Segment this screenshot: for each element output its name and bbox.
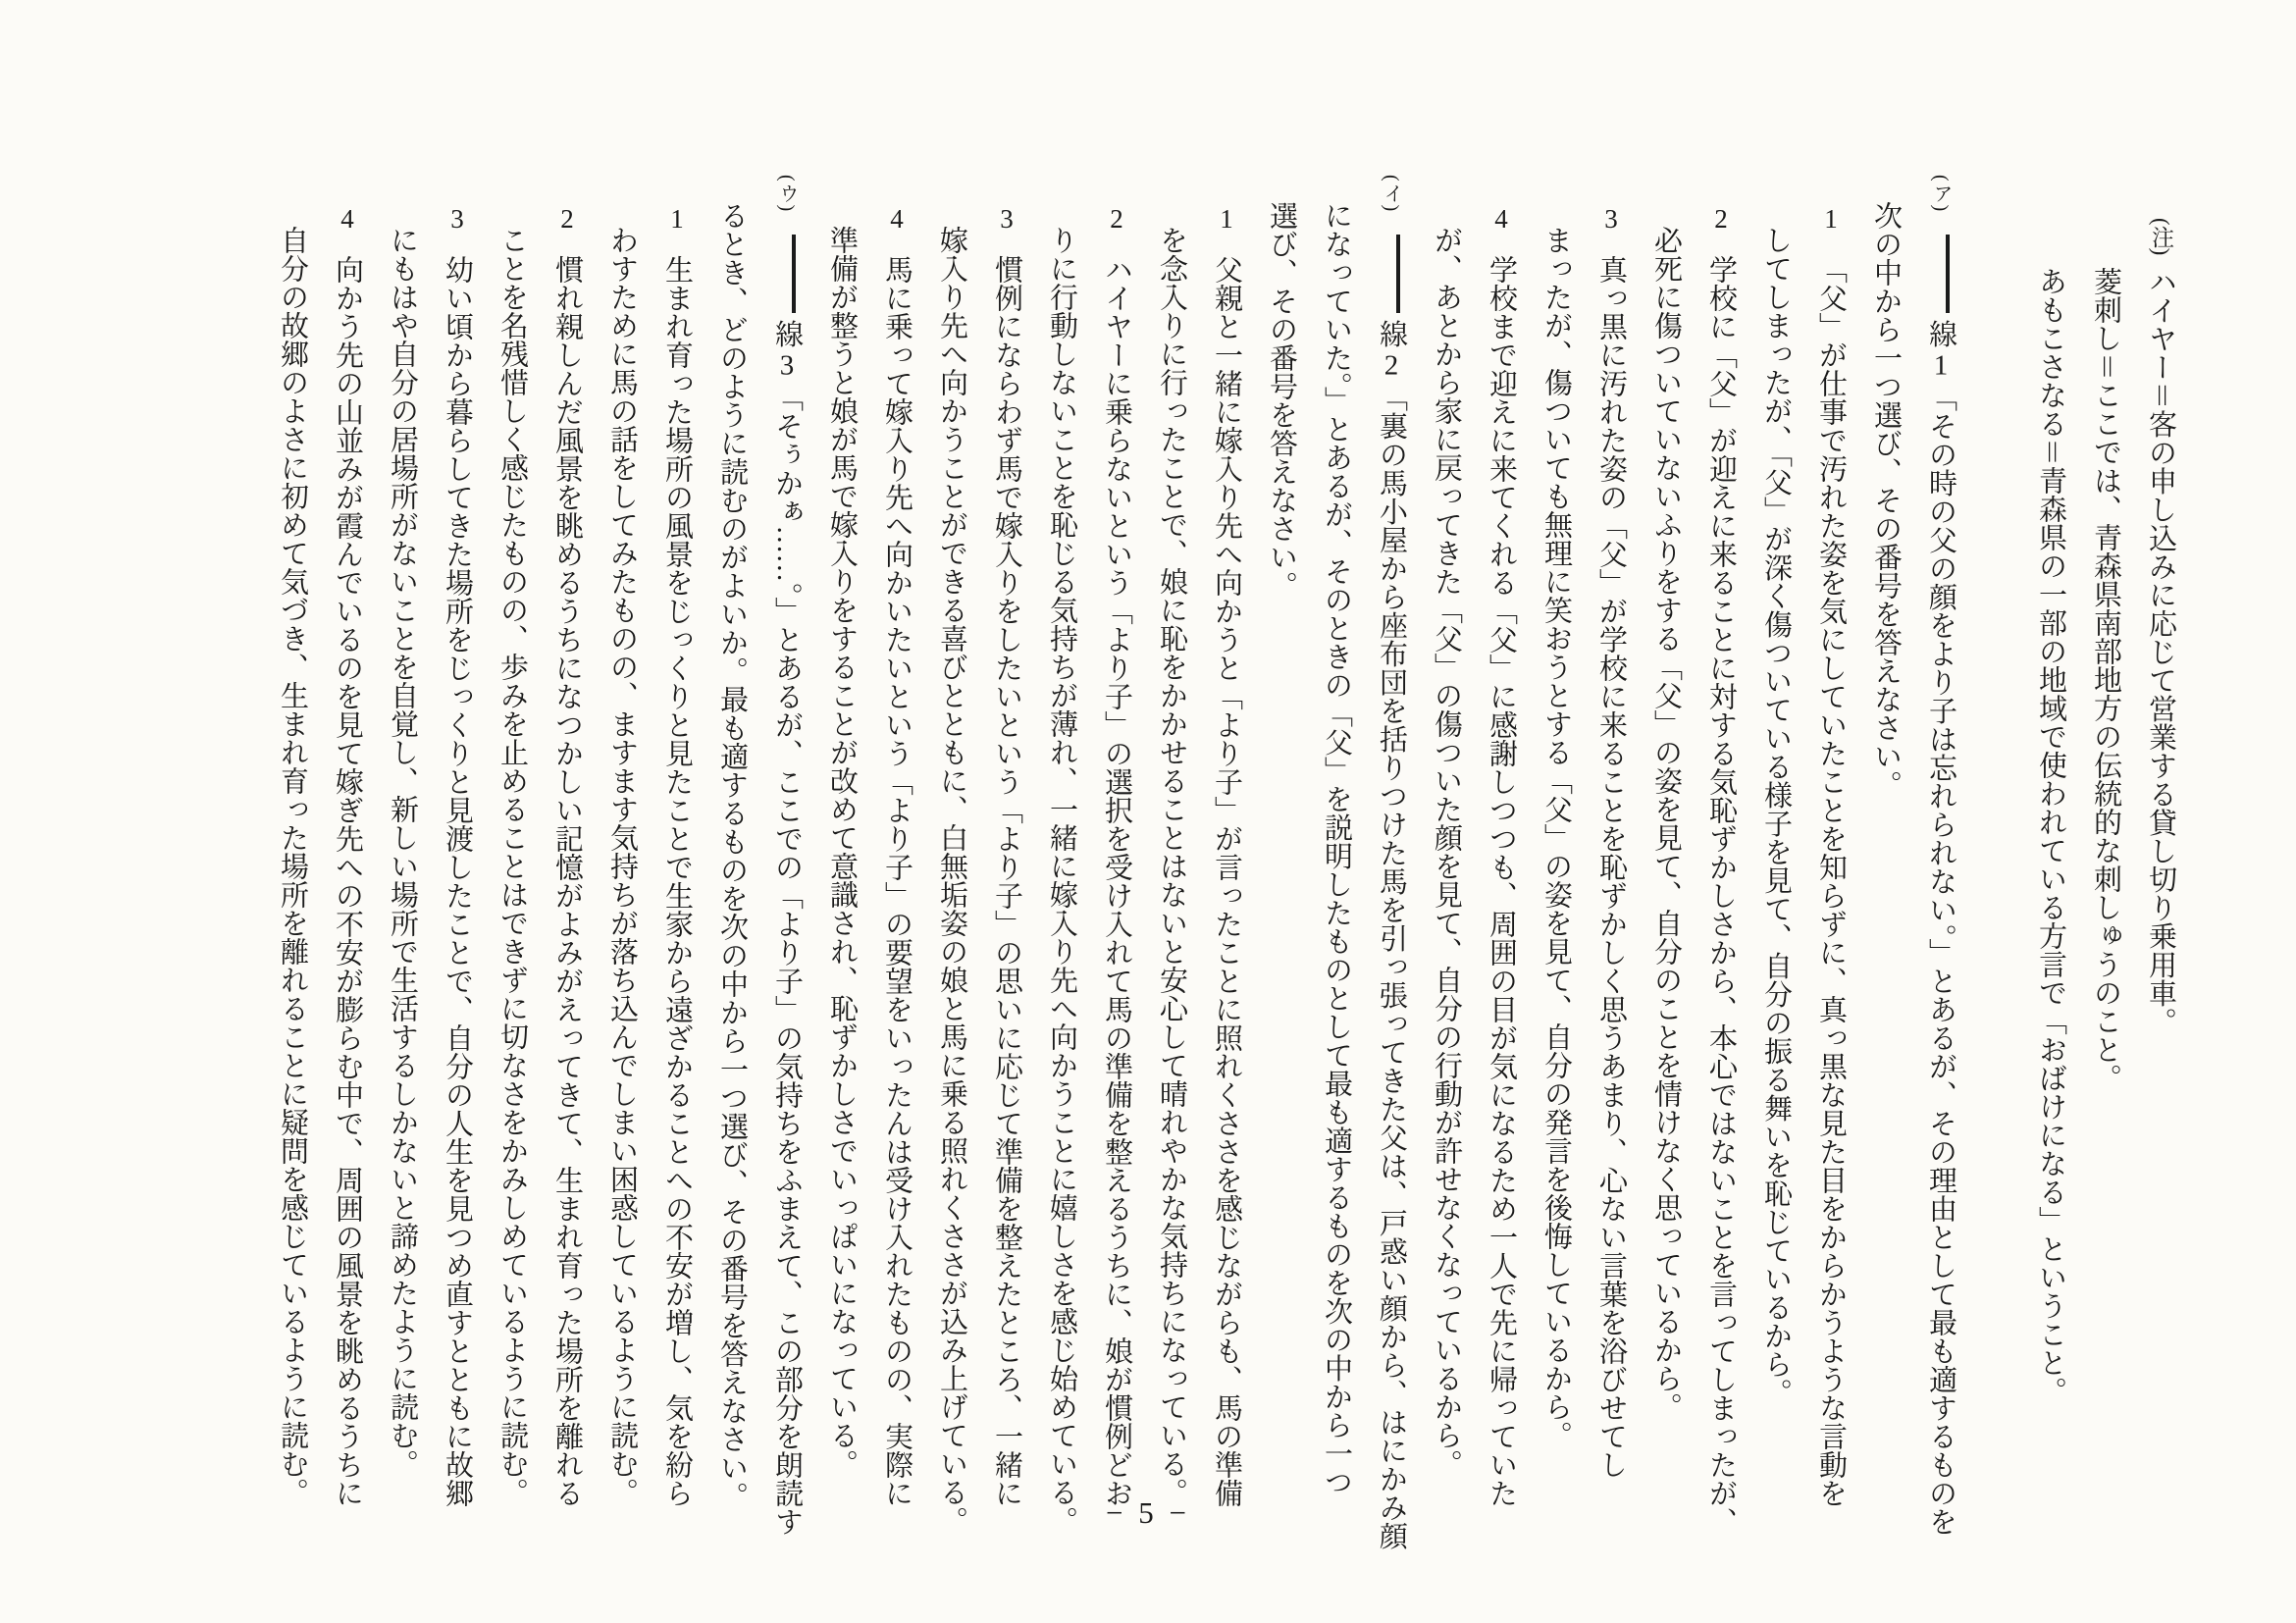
question-i-option-1-col-1	[1199, 175, 1254, 1554]
option-number: 3	[443, 204, 472, 234]
page-number: − 5 −	[1106, 1495, 1190, 1530]
option-number: 4	[333, 204, 362, 234]
note-item-3: あもこさなる＝青森県の一部の地域で使われている方言で「おばけになる」ということ。	[2035, 267, 2066, 1405]
ref-line-dash	[792, 235, 796, 313]
question-a-section	[1419, 175, 1968, 1554]
note-item-2: 菱刺し＝ここでは、青森県南部地方の伝統的な刺しゅうのこと。	[2090, 267, 2121, 1093]
option-number: 3	[1596, 204, 1626, 234]
question-i-stem-col-3: 選び、その番号を答えなさい。	[1266, 201, 1297, 600]
question-a-option-4-col-1	[1474, 175, 1529, 1554]
option-text: 馬に乗って嫁入り先へ向かいたいという「より子」の要望をいったんは受け入れたものの、実際に	[881, 255, 913, 1507]
option-number: 2	[1102, 204, 1131, 234]
note-item-1-text: ハイヤー＝客の申し込みに応じて営業する貸し切り乗用車。	[2145, 267, 2176, 1036]
question-u-ref: 線3	[771, 319, 803, 384]
question-u-stem-col-1	[759, 175, 814, 1554]
option-number: 1	[1816, 204, 1846, 234]
question-i-option-4-col-1	[869, 175, 924, 1554]
question-i-stem-col-1	[1364, 175, 1419, 1554]
question-u-option-2-col-2: ことを名残惜しく感じたものの、歩みを止めることはできずに切なさをかみしめているように読む。	[496, 226, 528, 1506]
question-i-option-2-col-1	[1089, 175, 1144, 1554]
option-number: 4	[882, 204, 912, 234]
question-i-option-4-col-2: 準備が整うと娘が馬で嫁入りをすることが改めて意識され、恥ずかしさでいっぱいになっている。	[826, 226, 858, 1478]
option-text: 学校に「父」が迎えに来ることに対する気恥ずかしさから、本心ではないことを言ってしまったが、	[1705, 255, 1737, 1536]
question-a-option-2-col-1	[1694, 175, 1748, 1554]
question-a-option-2-col-2: 必死に傷ついていないふりをする「父」の姿を見て、自分のことを情けなく思っているから。	[1650, 226, 1682, 1421]
option-text: 真っ黒に汚れた姿の「父」が学校に来ることを恥ずかしく思うあまり、心ない言葉を浴びせてし	[1595, 255, 1627, 1479]
option-text: 生まれ育った場所の風景をじっくりと見たことで生家から遠ざかることへの不安が増し、気を紛ら	[661, 255, 693, 1507]
question-a-option-4-col-2: が、あとから家に戻ってきた「父」の傷ついた顔を見て、自分の行動が許せなくなっているから。	[1431, 226, 1462, 1478]
option-number: 3	[992, 204, 1021, 234]
option-text: 幼い頃から暮らしてきた場所をじっくりと見渡したことで、自分の人生を見つめ直すとともに故郷	[442, 255, 473, 1507]
question-u-option-3-col-2: にもはや自分の居場所がないことを自覚し、新しい場所で生活するしかないと諦めたように読む。	[387, 226, 418, 1478]
option-number: 4	[1487, 204, 1516, 234]
question-u-stem-col-2: るとき、どのように読むのがよいか。最も適するものを次の中から一つ選び、その番号を答えなさい。	[716, 201, 748, 1510]
question-i-option-1-col-2: を念入りに行ったことで、娘に恥をかかせることはないと安心して晴れやかな気持ちになっている。	[1156, 226, 1187, 1506]
question-a-option-1-col-1	[1803, 175, 1858, 1554]
question-u-option-1-col-1	[650, 175, 704, 1554]
option-text: 学校まで迎えに来てくれる「父」に感謝しつつも、周囲の目が気になるため一人で先に帰っていた	[1486, 255, 1517, 1507]
question-i-option-2-col-2: りに行動しないことを恥じる気持ちが薄れ、一緒に嫁入り先へ向かうことに嬉しさを感じ始めている。	[1046, 226, 1077, 1535]
question-i-ref: 線2	[1376, 319, 1407, 384]
question-a-option-1-col-2: してしまったが、「父」が深く傷ついている様子を見て、自分の振る舞いを恥じているから。	[1760, 226, 1792, 1407]
option-number: 2	[552, 204, 582, 234]
question-u-label: (ウ)	[776, 175, 798, 214]
note-item-1	[2133, 175, 2188, 1554]
ref-line-dash	[1396, 235, 1400, 313]
option-text: 慣例にならわず馬で嫁入りをしたいという「より子」の思いに応じて準備を整えたところ、一緒に	[991, 255, 1022, 1507]
question-i-stem-text-1: 「裏の馬小屋から座布団を括りつけた馬を引っ張ってきた父は、戸惑い顔から、はにかみ顔	[1376, 383, 1407, 1550]
question-u-option-3-col-1	[430, 175, 485, 1554]
option-text: ハイヤーに乗らないという「より子」の選択を受け入れて馬の準備を整えるうちに、娘が慣例どお	[1101, 255, 1132, 1507]
question-i-label: (イ)	[1381, 175, 1402, 214]
question-i-option-3-col-1	[979, 175, 1034, 1554]
question-u-option-2-col-1	[540, 175, 595, 1554]
option-text: 慣れ親しんだ風景を眺めるうちになつかしい記憶がよみがえってきて、生まれ育った場所を離れる	[551, 255, 583, 1507]
option-text: 「父」が仕事で汚れた姿を気にしていたことを知らずに、真っ黒な見た目をからかうような言動を	[1815, 255, 1847, 1507]
ref-line-dash	[1946, 235, 1950, 313]
question-a-option-3-col-1	[1584, 175, 1639, 1554]
question-u-section	[265, 175, 814, 1554]
question-a-stem-col-1	[1913, 175, 1968, 1554]
option-number: 1	[662, 204, 692, 234]
question-a-ref: 線1	[1925, 319, 1957, 384]
question-a-stem-text-1: 「その時の父の顔をより子は忘れられない。」とあるが、その理由として最も適するものを	[1925, 383, 1957, 1536]
question-i-stem-col-2: になっていた。」とあるが、そのときの「父」を説明したものとして最も適するものを次の中から一つ	[1321, 201, 1352, 1496]
question-a-label: (ア)	[1930, 175, 1952, 214]
option-number: 2	[1706, 204, 1736, 234]
option-number: 1	[1212, 204, 1241, 234]
option-text: 父親と一緒に嫁入り先へ向かうと「より子」が言ったことに照れくささを感じながらも、馬の準備	[1211, 255, 1242, 1507]
question-i-section	[814, 175, 1419, 1554]
option-text: 向かう先の山並みが霞んでいるのを見て嫁ぎ先への不安が膨らむ中で、周囲の風景を眺めるうちに	[332, 255, 363, 1507]
question-i-option-3-col-2: 嫁入り先へ向かうことができる喜びとともに、白無垢姿の娘と馬に乗る照れくささが込み上げている。	[936, 226, 967, 1535]
question-a-stem-col-2: 次の中から一つ選び、その番号を答えなさい。	[1870, 201, 1902, 799]
question-u-option-4-col-1	[320, 175, 375, 1554]
question-u-option-4-col-2: 自分の故郷のよさに初めて気づき、生まれ育った場所を離れることに疑問を感じているように読む。	[277, 226, 308, 1506]
question-u-option-1-col-2: わすために馬の話をしてみたものの、ますます気持ちが落ち込んでしまい困惑しているように読む。	[606, 226, 638, 1506]
notes-label: (注)	[2149, 218, 2173, 256]
question-a-option-3-col-2: まったが、傷ついても無理に笑おうとする「父」の姿を見て、自分の発言を後悔しているから。	[1540, 226, 1572, 1449]
question-u-stem-text-1: 「そぅかぁ……。」とあるが、ここでの「より子」の気持ちをふまえて、この部分を朗読す	[771, 383, 803, 1536]
notes-section	[2023, 175, 2188, 1554]
